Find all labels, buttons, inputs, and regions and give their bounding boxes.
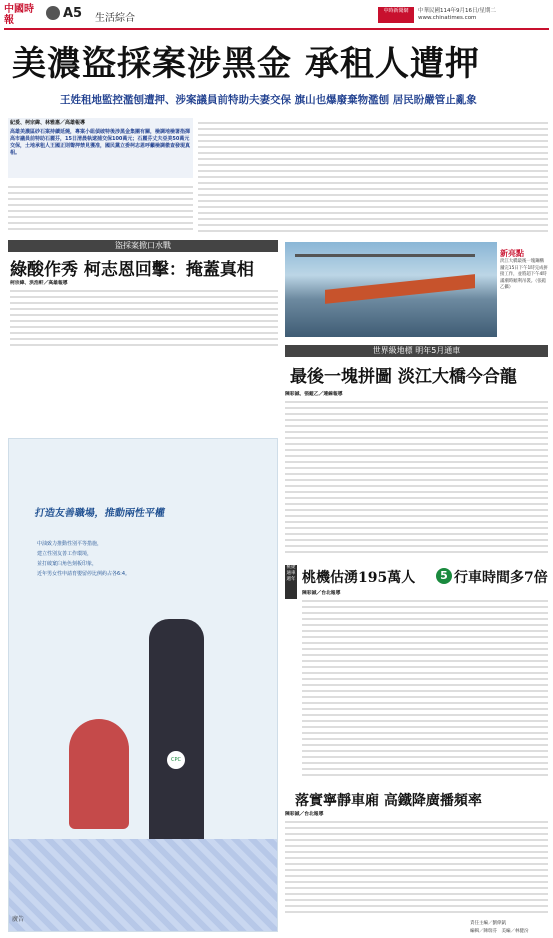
site-url: www.chinatimes.com — [418, 15, 477, 21]
story5-body — [285, 817, 548, 917]
footer-staff: 編輯／陳瑞芬 美編／林健汾 — [470, 929, 529, 934]
footer-editor: 責任主編／劉偉凱 — [470, 921, 506, 926]
ad-block — [8, 438, 278, 932]
ad-badge-icon: CPC — [167, 751, 185, 769]
lead-byline: 紀爰、柯宗緯、林雅惠／高雄報導 — [10, 120, 86, 126]
lead-body-cont — [198, 118, 548, 234]
ad-label: 廣告 — [12, 916, 25, 923]
story4-title-part1: 桃機估湧195萬人 — [302, 570, 416, 586]
ad-floor — [9, 839, 277, 931]
sub-headline: 王姓租地監控濫刨遭押、涉案議員前特助夫妻交保 旗山也爆廢棄物濫刨 居民盼嚴管止亂象 — [60, 94, 477, 106]
story5-title: 落實寧靜車廂 高鐵降廣播頻率 — [295, 793, 482, 809]
photo-tag: 新亮點 — [500, 249, 524, 258]
ad-line-1: 中油致力推動性別平等措施， — [37, 541, 103, 547]
paper-logo: 中時新聞網 — [378, 7, 414, 23]
date-line: 中華民國114年9月16日/星期二 — [418, 8, 496, 14]
photo-caption: 淡江大橋最後一塊鋼構舖完15日下午1時完成拼接工作，並將超下午4時滿潮時順利吊裝。（張鎧乙攝） — [500, 259, 548, 290]
story4-title-part2: 行車時間多7倍 — [454, 570, 548, 586]
ad-line-2: 建立性別友善工作環境， — [37, 551, 93, 557]
lead-body — [8, 182, 193, 234]
section-badge-icon — [46, 6, 60, 20]
section-name: 生活綜合 — [95, 13, 135, 24]
story3-body — [285, 397, 548, 557]
masthead-logo: 中國時報 — [4, 4, 34, 26]
lead-paragraph: 高雄美濃區砂石案持續延燒，專案小組偵破特後涉黑金集團有關，檢調地檢署指揮高市議員前特助石麗芬，15日清晨執逮捕交保100萬元；石麗芬丈夫亞美50萬元交保，土地承租人王國正則聲押禁見獲准，國民黨立委柯志恩呼籲檢調徹查發現真相。 — [10, 129, 191, 156]
story5-byline: 陳彩誠／台北報導 — [285, 812, 324, 817]
section-page: A5 — [63, 6, 83, 21]
story3-title: 最後一塊拼圖 淡江大橋今合龍 — [290, 367, 517, 387]
story2-body — [10, 286, 278, 346]
band-dispute: 盜採案掀口水戰 — [8, 240, 278, 252]
story2-byline: 柯宗緯、洪浩軒／高雄報導 — [10, 281, 68, 286]
story4-tag: 桃捷通車週年 — [285, 565, 297, 599]
main-headline: 美濃盜採案涉黑金 承租人遭押 — [12, 44, 480, 84]
crane-line — [295, 254, 475, 257]
ad-line-4: 近年男女性申請育嬰留停比例約占各6:4。 — [37, 571, 131, 577]
ad-figure-woman — [69, 719, 129, 829]
ad-slogan: 打造友善職場，推動兩性平權 — [33, 508, 166, 519]
story2-title: 綠酸作秀 柯志恩回擊：掩蓋真相 — [10, 260, 254, 280]
ad-line-3: 並打破窠臼角色刻板印象， — [37, 561, 98, 567]
title-circle-badge: 5 — [436, 568, 452, 584]
top-rule — [4, 28, 549, 30]
story4-byline: 陳彩誠／台北報導 — [302, 591, 341, 596]
story4-body — [302, 596, 548, 776]
lead-box — [8, 118, 193, 178]
bridge-photo — [285, 242, 497, 337]
story3-byline: 陳彩誠、張鎧乙／連線報導 — [285, 392, 343, 397]
band-landmark: 世界級地標 明年5月通車 — [285, 345, 548, 357]
bridge-span — [325, 274, 475, 304]
